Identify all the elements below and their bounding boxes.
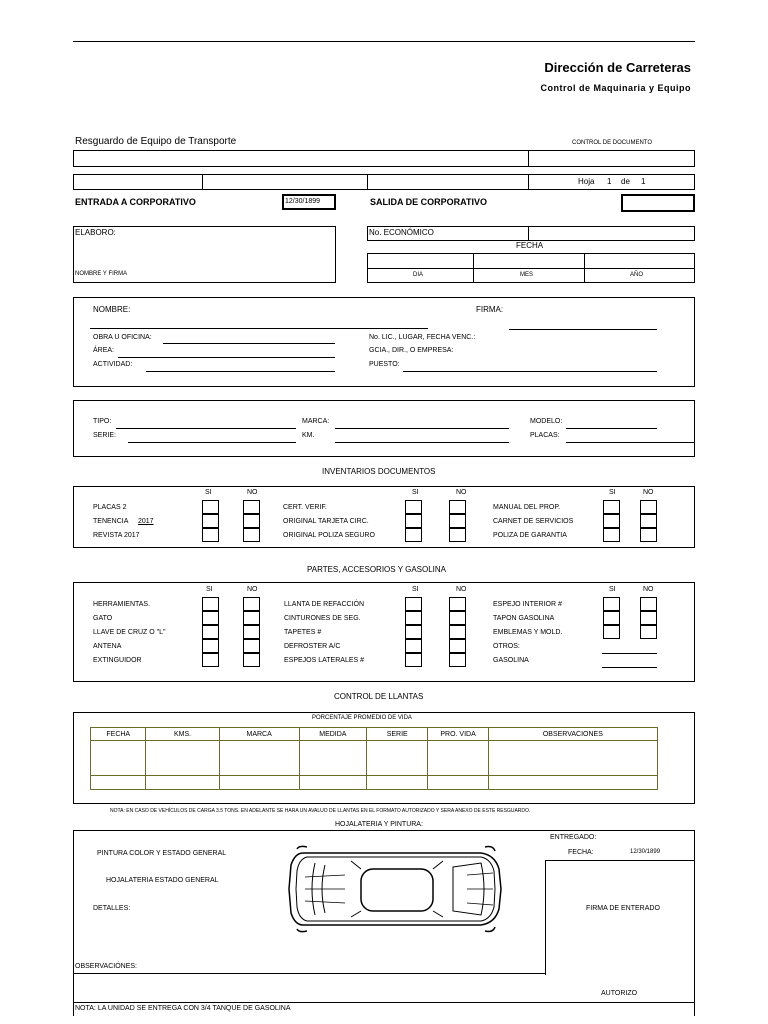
info-row[interactable] bbox=[73, 174, 695, 190]
actividad-label: ACTIVIDAD: bbox=[93, 361, 133, 368]
salida-date-field[interactable] bbox=[621, 194, 695, 212]
checkbox[interactable] bbox=[603, 597, 620, 611]
form-name-row[interactable] bbox=[73, 150, 695, 167]
doc-item: POLIZA DE GARANTIA bbox=[493, 532, 567, 539]
checkbox[interactable] bbox=[603, 500, 620, 514]
puesto-label: PUESTO: bbox=[369, 361, 400, 368]
si-header: SI bbox=[609, 489, 616, 496]
checkbox[interactable] bbox=[243, 597, 260, 611]
tires-header-cell: OBSERVACIONES bbox=[488, 728, 657, 741]
checkbox[interactable] bbox=[603, 514, 620, 528]
top-rule bbox=[73, 41, 695, 42]
marca-field[interactable] bbox=[335, 428, 509, 429]
otros-field[interactable] bbox=[602, 653, 657, 654]
checkbox[interactable] bbox=[449, 500, 466, 514]
doc-item: TENENCIA bbox=[93, 518, 129, 525]
tipo-field[interactable] bbox=[116, 428, 296, 429]
entregado-label: ENTREGADO: bbox=[550, 834, 597, 841]
tires-header-cell: SERIE bbox=[367, 728, 428, 741]
serie-field[interactable] bbox=[128, 442, 296, 443]
doc-item: MANUAL DEL PROP. bbox=[493, 504, 561, 511]
pintura-label: PINTURA COLOR Y ESTADO GENERAL bbox=[97, 850, 227, 857]
divider bbox=[528, 174, 529, 190]
fecha-entrega-value: 12/30/1899 bbox=[630, 849, 661, 855]
no-header: NO bbox=[456, 586, 467, 593]
elaboro-label: ELABORO: bbox=[75, 228, 116, 237]
mes-label: MES bbox=[520, 272, 534, 278]
doc-item: CERT. VERIF. bbox=[283, 504, 327, 511]
checkbox[interactable] bbox=[202, 528, 219, 542]
tires-header-cell: PRO. VIDA bbox=[428, 728, 488, 741]
checkbox[interactable] bbox=[640, 500, 657, 514]
body-title: HOJALATERIA Y PINTURA: bbox=[335, 821, 423, 828]
checkbox[interactable] bbox=[603, 528, 620, 542]
docs-box bbox=[73, 486, 695, 548]
checkbox[interactable] bbox=[405, 528, 422, 542]
part-item: TAPON GASOLINA bbox=[493, 615, 555, 622]
no-header: NO bbox=[247, 489, 258, 496]
nombre-label: NOMBRE: bbox=[93, 305, 131, 314]
checkbox[interactable] bbox=[449, 514, 466, 528]
checkbox[interactable] bbox=[405, 639, 422, 653]
checkbox[interactable] bbox=[202, 514, 219, 528]
doc-item: CARNET DE SERVICIOS bbox=[493, 518, 574, 525]
modelo-field[interactable] bbox=[566, 428, 657, 429]
fecha-entrega-label: FECHA: bbox=[568, 849, 594, 856]
tires-header-cell: FECHA bbox=[91, 728, 146, 741]
parts-title: PARTES, ACCESORIOS Y GASOLINA bbox=[307, 565, 447, 574]
form-name: Resguardo de Equipo de Transporte bbox=[75, 136, 237, 147]
doc-item: PLACAS 2 bbox=[93, 504, 127, 511]
checkbox[interactable] bbox=[202, 611, 219, 625]
checkbox[interactable] bbox=[243, 639, 260, 653]
checkbox[interactable] bbox=[243, 611, 260, 625]
checkbox[interactable] bbox=[243, 500, 260, 514]
area-field[interactable] bbox=[118, 357, 335, 358]
part-item: ANTENA bbox=[93, 643, 122, 650]
part-item: HERRAMIENTAS. bbox=[93, 601, 151, 608]
checkbox[interactable] bbox=[640, 528, 657, 542]
checkbox[interactable] bbox=[243, 514, 260, 528]
checkbox[interactable] bbox=[640, 611, 657, 625]
docs-title: INVENTARIOS DOCUMENTOS bbox=[322, 467, 436, 476]
part-item: LLANTA DE REFACCIÓN bbox=[284, 601, 365, 608]
part-item: LLAVE DE CRUZ O "L" bbox=[93, 629, 166, 636]
nombre-firma-label: NOMBRE Y FIRMA bbox=[75, 271, 128, 277]
tires-title: CONTROL DE LLANTAS bbox=[334, 692, 424, 701]
entrada-label: ENTRADA A CORPORATIVO bbox=[75, 197, 196, 207]
km-label: KM. bbox=[302, 432, 315, 439]
nota-label: NOTA: LA UNIDAD SE ENTREGA CON 3/4 TANQUE DE GASOLINA bbox=[75, 1005, 291, 1012]
checkbox[interactable] bbox=[449, 528, 466, 542]
divider bbox=[528, 150, 529, 167]
si-header: SI bbox=[412, 489, 419, 496]
divider bbox=[584, 253, 585, 283]
entrada-date: 12/30/1899 bbox=[285, 198, 321, 205]
part-item: EMBLEMAS Y MOLD. bbox=[493, 629, 563, 636]
actividad-field[interactable] bbox=[146, 371, 335, 372]
divider bbox=[473, 253, 474, 283]
doc-item: ORIGINAL TARJETA CIRC. bbox=[283, 518, 369, 525]
serie-label: SERIE: bbox=[93, 432, 116, 439]
person-box bbox=[73, 297, 695, 387]
checkbox[interactable] bbox=[405, 597, 422, 611]
si-header: SI bbox=[609, 586, 616, 593]
observaciones-label: OBSERVACIÓNES: bbox=[75, 963, 137, 970]
checkbox[interactable] bbox=[202, 500, 219, 514]
hoja-total: 1 bbox=[641, 177, 646, 186]
hoja-num: 1 bbox=[607, 177, 612, 186]
lic-label: No. LIC., LUGAR, FECHA VENC.: bbox=[369, 334, 476, 341]
observaciones-field[interactable] bbox=[73, 973, 545, 974]
placas-field[interactable] bbox=[566, 442, 694, 443]
entregado-box[interactable] bbox=[545, 860, 695, 975]
checkbox[interactable] bbox=[449, 597, 466, 611]
page-title: Dirección de Carreteras bbox=[544, 60, 691, 75]
checkbox[interactable] bbox=[640, 597, 657, 611]
checkbox[interactable] bbox=[449, 611, 466, 625]
divider bbox=[367, 268, 695, 269]
firma-label: FIRMA: bbox=[476, 305, 504, 314]
gasolina-field[interactable] bbox=[602, 667, 657, 668]
checkbox[interactable] bbox=[243, 653, 260, 667]
detalles-label: DETALLES: bbox=[93, 905, 131, 912]
checkbox[interactable] bbox=[405, 625, 422, 639]
tires-subtitle: PORCENTAJE PROMEDIO DE VIDA bbox=[312, 715, 412, 721]
checkbox[interactable] bbox=[449, 625, 466, 639]
fecha-label: FECHA bbox=[516, 241, 544, 250]
table-row[interactable] bbox=[91, 776, 658, 790]
anio-label: AÑO bbox=[630, 272, 644, 278]
hoja-label: Hoja bbox=[578, 177, 595, 186]
checkbox[interactable] bbox=[640, 625, 657, 639]
part-item: ESPEJOS LATERALES # bbox=[284, 657, 365, 664]
checkbox[interactable] bbox=[202, 639, 219, 653]
no-economico-label: No. ECONÓMICO bbox=[369, 228, 434, 237]
checkbox[interactable] bbox=[603, 625, 620, 639]
puesto-field[interactable] bbox=[403, 371, 657, 372]
area-label: ÁREA: bbox=[93, 347, 115, 354]
checkbox[interactable] bbox=[640, 514, 657, 528]
checkbox[interactable] bbox=[405, 514, 422, 528]
checkbox[interactable] bbox=[449, 639, 466, 653]
checkbox[interactable] bbox=[405, 500, 422, 514]
no-header: NO bbox=[247, 586, 258, 593]
de-label: de bbox=[621, 177, 630, 186]
checkbox[interactable] bbox=[243, 625, 260, 639]
part-item: TAPETES # bbox=[284, 629, 322, 636]
checkbox[interactable] bbox=[202, 597, 219, 611]
checkbox[interactable] bbox=[405, 611, 422, 625]
tires-table bbox=[90, 727, 658, 790]
checkbox[interactable] bbox=[603, 611, 620, 625]
no-header: NO bbox=[643, 489, 654, 496]
part-item: CINTURONES DE SEG. bbox=[284, 615, 361, 622]
salida-label: SALIDA DE CORPORATIVO bbox=[370, 197, 488, 207]
tires-header-cell: MARCA bbox=[219, 728, 299, 741]
gcia-label: GCIA., DIR., O EMPRESA: bbox=[369, 347, 454, 354]
marca-label: MARCA: bbox=[302, 418, 330, 425]
part-item: ESPEJO INTERIOR # bbox=[493, 601, 562, 608]
part-item: DEFROSTER A/C bbox=[284, 643, 341, 650]
divider bbox=[73, 830, 74, 1016]
modelo-label: MODELO: bbox=[530, 418, 563, 425]
checkbox[interactable] bbox=[202, 653, 219, 667]
divider bbox=[528, 226, 529, 241]
doc-item: ORIGINAL POLIZA SEGURO bbox=[283, 532, 375, 539]
tipo-label: TIPO: bbox=[93, 418, 112, 425]
tires-header-cell: KMS. bbox=[146, 728, 219, 741]
obra-label: OBRA U OFICINA: bbox=[93, 334, 152, 341]
car-diagram bbox=[285, 843, 505, 935]
tenencia-year: 2017 bbox=[138, 518, 154, 525]
divider bbox=[367, 174, 368, 190]
page-subtitle: Control de Maquinaria y Equipo bbox=[540, 83, 691, 93]
tires-header-cell: MEDIDA bbox=[299, 728, 366, 741]
nombre-field[interactable] bbox=[90, 328, 428, 329]
control-doc-label: CONTROL DE DOCUMENTO bbox=[572, 140, 653, 146]
dia-label: DIA bbox=[413, 272, 424, 278]
placas-label: PLACAS: bbox=[530, 432, 560, 439]
divider bbox=[73, 1002, 695, 1003]
checkbox[interactable] bbox=[449, 653, 466, 667]
km-field[interactable] bbox=[335, 442, 509, 443]
no-header: NO bbox=[643, 586, 654, 593]
part-item: OTROS: bbox=[493, 643, 520, 650]
tires-note: NOTA: EN CASO DE VEHÍCULOS DE CARGA 3.5 TONS. EN ADELANTE SE HARA UN AVALUO DE LLANTAS EN EL FORMATO AUTORIZADO Y SERA ANEXO DE ESTE RESGUARDO. bbox=[110, 808, 531, 814]
divider bbox=[73, 830, 695, 831]
checkbox[interactable] bbox=[243, 528, 260, 542]
checkbox[interactable] bbox=[405, 653, 422, 667]
divider bbox=[202, 174, 203, 190]
part-item: GASOLINA bbox=[493, 657, 529, 664]
autorizo-label: AUTORIZO bbox=[601, 990, 638, 997]
checkbox[interactable] bbox=[202, 625, 219, 639]
si-header: SI bbox=[206, 586, 213, 593]
table-row[interactable] bbox=[91, 741, 658, 776]
si-header: SI bbox=[205, 489, 212, 496]
obra-field[interactable] bbox=[163, 343, 335, 344]
firma-enterado-label: FIRMA DE ENTERADO bbox=[586, 905, 660, 912]
part-item: EXTINGUIDOR bbox=[93, 657, 142, 664]
hojalateria-label: HOJALATERIA ESTADO GENERAL bbox=[106, 877, 219, 884]
doc-item: REVISTA 2017 bbox=[93, 532, 140, 539]
si-header: SI bbox=[412, 586, 419, 593]
no-header: NO bbox=[456, 489, 467, 496]
firma-field[interactable] bbox=[509, 329, 657, 330]
part-item: GATO bbox=[93, 615, 113, 622]
